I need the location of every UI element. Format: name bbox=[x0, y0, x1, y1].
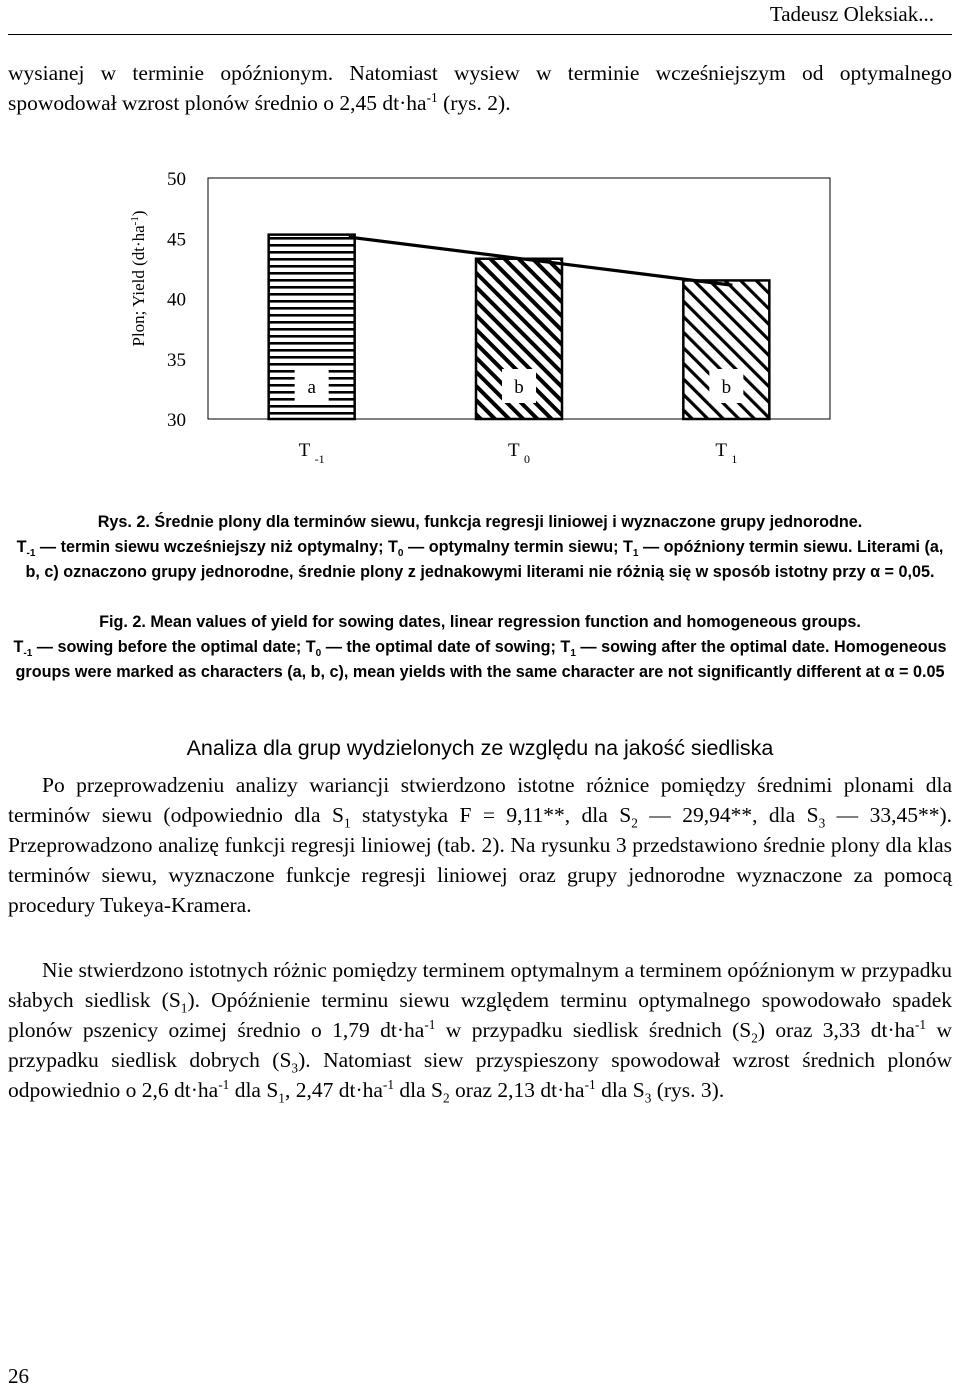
caption-pl-t: T bbox=[16, 538, 27, 556]
figure-caption-en bbox=[8, 610, 952, 685]
group-letter: a bbox=[307, 377, 316, 398]
body2-sup: -1 bbox=[584, 1076, 596, 1092]
intro-text-1: wysianej w terminie opóźnionym. Natomiast wysiew w terminie wcześniejszym od optymalnego spowodował wzrost plonów średnio o 2,45 dt·ha bbox=[8, 61, 952, 115]
body2-sub: 1 bbox=[278, 1090, 285, 1106]
body2-sup: -1 bbox=[424, 1016, 436, 1032]
body1-text: — 33,45**). Przeprowadzono analizę funkcji regresji liniowej (tab. 2). Na rysunku 3 przedstawiono średnie plony dla klas terminów siewu, wyznaczone funkcje regresji liniowej oraz grupy jednorodne wyznaczone za pomocą procedury Tukeya-Kramera. bbox=[8, 803, 953, 917]
intro-paragraph bbox=[8, 58, 952, 118]
intro-text-2: (rys. 2). bbox=[437, 91, 511, 115]
intro-sup: -1 bbox=[426, 89, 438, 105]
y-axis-label bbox=[129, 210, 148, 346]
body1-text: statystyka F = 9,11**, dla S bbox=[350, 803, 632, 827]
body1-sub: 2 bbox=[631, 815, 638, 831]
body2-text: Nie stwierdzono istotnych różnic pomiędzy terminem optymalnym a terminem opóźnionym w przypadku słabych siedlisk (S bbox=[8, 958, 952, 1012]
body2-sub: 1 bbox=[180, 1000, 188, 1016]
header-rule bbox=[8, 34, 952, 35]
caption-en-sub: -1 bbox=[23, 648, 33, 660]
y-tick-label: 30 bbox=[167, 410, 186, 431]
caption-pl-text-3: — optymalny termin siewu; T bbox=[403, 538, 633, 556]
y-axis-label-text: Plon; Yield (dt·ha bbox=[129, 225, 148, 347]
caption-en-sub: 1 bbox=[570, 648, 576, 660]
caption-en-t: T bbox=[13, 638, 24, 656]
y-axis-label-sup: -1 bbox=[129, 216, 141, 226]
caption-en-text-2: — sowing before the optimal date; T bbox=[32, 638, 316, 656]
x-tick-label-sub: -1 bbox=[314, 452, 325, 466]
body2-text: w przypadku siedlisk dobrych (S bbox=[8, 1018, 952, 1072]
body2-text: ) oraz 3,33 dt·ha bbox=[757, 1018, 915, 1042]
body2-text: ). Opóźnienie terminu siewu względem terminu optymalnego spowodowało spadek plonów pszenicy ozimej średnio o 1,79 dt·ha bbox=[8, 988, 952, 1042]
body2-text: (rys. 3). bbox=[651, 1078, 725, 1102]
body-paragraph-1 bbox=[8, 770, 952, 920]
caption-pl-sub: 0 bbox=[397, 548, 404, 560]
body2-sup: -1 bbox=[914, 1016, 927, 1032]
group-letter: b bbox=[514, 377, 524, 398]
y-tick-label: 50 bbox=[167, 169, 186, 190]
body-paragraph-2 bbox=[8, 955, 952, 1105]
caption-en-sub: 0 bbox=[315, 648, 322, 660]
body2-sub: 3 bbox=[644, 1090, 652, 1106]
body2-text: dla S bbox=[229, 1078, 279, 1102]
caption-pl-sub: 1 bbox=[632, 548, 639, 560]
body2-text: dla S bbox=[595, 1078, 645, 1102]
page-number: 26 bbox=[8, 1364, 29, 1388]
y-tick-label: 35 bbox=[167, 349, 186, 371]
body2-text: ). Natomiast siew przyspieszony spowodował wzrost średnich plonów odpowiednio o 2,6 dt·ha bbox=[8, 1048, 953, 1102]
yield-bar-chart bbox=[120, 160, 840, 480]
x-tick-label-sub: 0 bbox=[524, 452, 531, 466]
body2-sub: 2 bbox=[751, 1030, 758, 1046]
x-tick-label bbox=[508, 440, 530, 466]
body2-sub: 2 bbox=[443, 1090, 450, 1106]
y-axis-label-text: ) bbox=[129, 210, 148, 217]
section-heading: Analiza dla grup wydzielonych ze względu na jakość siedliska bbox=[186, 736, 774, 760]
body2-text: , 2,47 dt·ha bbox=[284, 1078, 383, 1102]
caption-en-title: Fig. 2. Mean values of yield for sowing dates, linear regression function and homogeneous groups. bbox=[99, 613, 861, 631]
x-tick-label-text: T bbox=[715, 440, 732, 461]
x-tick-label-sub: 1 bbox=[731, 452, 738, 466]
body1-text: — 29,94**, dla S bbox=[637, 803, 819, 827]
group-letter: b bbox=[721, 377, 732, 398]
body2-text: oraz 2,13 dt·ha bbox=[449, 1078, 585, 1102]
body1-sub: 1 bbox=[343, 815, 351, 831]
body1-sub: 3 bbox=[818, 815, 826, 831]
x-tick-label bbox=[715, 440, 737, 466]
body2-text: w przypadku siedlisk średnich (S bbox=[435, 1018, 752, 1042]
running-title: Tadeusz Oleksiak... bbox=[769, 2, 934, 26]
caption-en-text-4: — sowing after the optimal date. Homogeneous groups were marked as characters (a, b, c), mean yields with the same character are not significantly different at α = 0.05 bbox=[15, 638, 947, 681]
caption-en-text-3: — the optimal date of sowing; T bbox=[321, 638, 571, 656]
x-tick-label bbox=[299, 440, 325, 466]
caption-pl-text-2: — termin siewu wcześniejszy niż optymalny; T bbox=[35, 538, 398, 556]
caption-pl-title: Rys. 2. Średnie plony dla terminów siewu, funkcja regresji liniowej i wyznaczone grupy jednorodne. bbox=[97, 513, 863, 531]
body2-sup: -1 bbox=[218, 1076, 230, 1092]
y-tick-label: 40 bbox=[167, 289, 186, 311]
body1-text: Po przeprowadzeniu analizy wariancji stwierdzono istotne różnice pomiędzy średnimi plonami dla terminów siewu (odpowiednio dla S bbox=[8, 773, 952, 827]
caption-pl-sub: -1 bbox=[26, 548, 36, 560]
caption-pl-text-4: — opóźniony termin siewu. Literami (a, b, c) oznaczono grupy jednorodne, średnie plony z jednakowymi literami nie różnią się w sposób istotny przy α = 0,05. bbox=[25, 538, 944, 581]
x-tick-label-text: T bbox=[298, 440, 315, 461]
body2-sup: -1 bbox=[382, 1076, 395, 1092]
body2-sub: 3 bbox=[291, 1060, 299, 1076]
x-tick-label-text: T bbox=[507, 440, 525, 461]
figure-caption-pl bbox=[8, 510, 952, 585]
y-tick-label: 45 bbox=[167, 229, 186, 251]
body2-text: dla S bbox=[394, 1078, 443, 1102]
